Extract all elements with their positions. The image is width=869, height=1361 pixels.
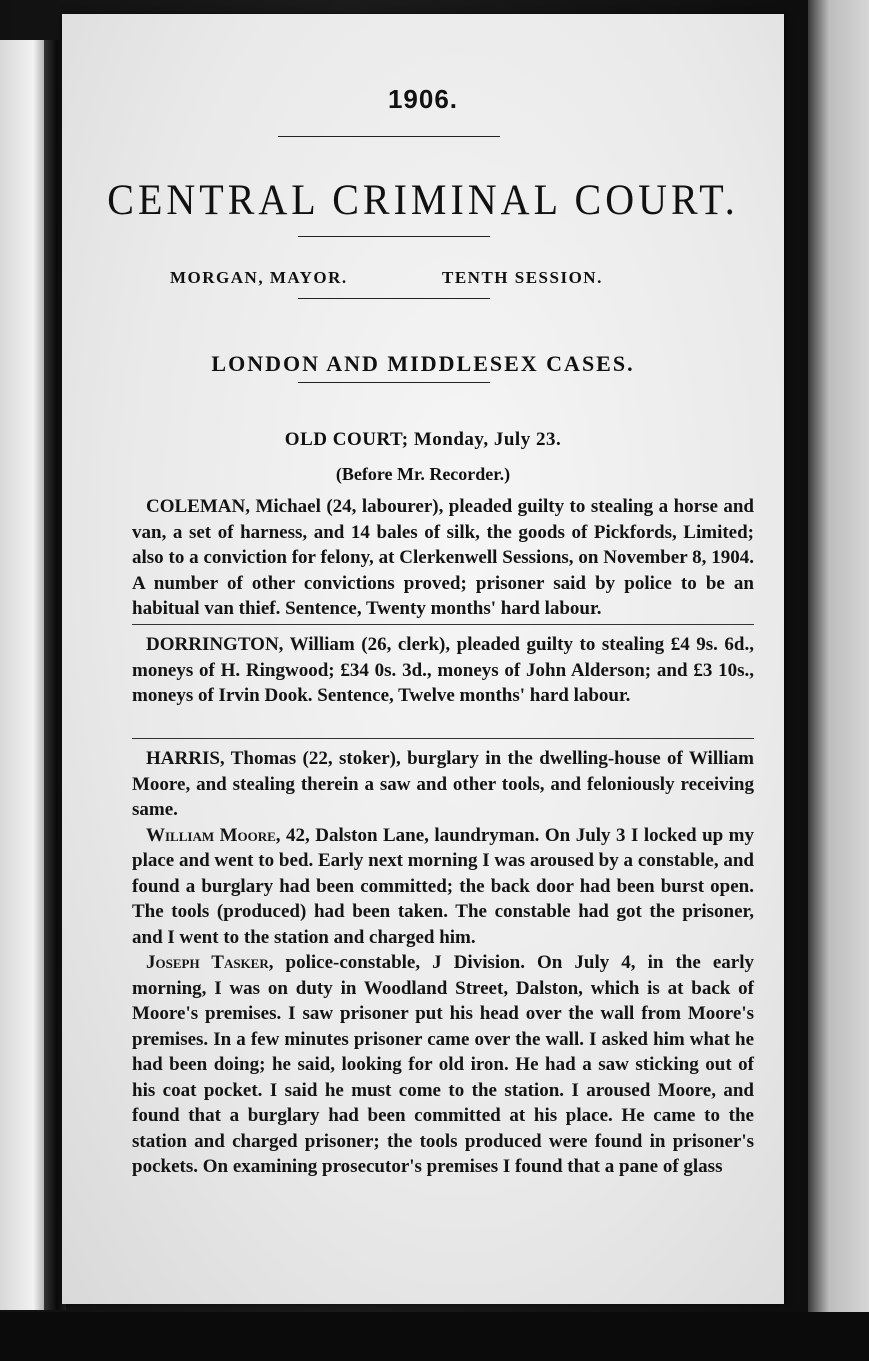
case-separator <box>132 738 754 739</box>
mayor-label: MORGAN, MAYOR. <box>170 268 348 287</box>
case-text: Thomas (22, stoker), burglary in the dwelling-house of William Moore, and stealing therein a saw and other tools, and feloniously receiving same. <box>132 748 754 820</box>
case-text: William (26, clerk), pleaded guilty to stealing £4 9s. 6d., moneys of H. Ringwood; £34 0s. 3d., moneys of John Alderson; and £3 10s., moneys of Irvin Dook. Sentence, Twelve months' hard labour. <box>132 634 754 706</box>
divider-rule <box>298 236 490 237</box>
defendant-name: COLEMAN, <box>146 496 250 517</box>
witness-testimony: 42, Dalston Lane, laundryman. On July 3 I locked up my place and went to bed. Early next morning I was aroused by a constable, and found a burglary had been committed; the back door had been burst open. The tools (produced) had been taken. The constable had got the prisoner, and I went to the station and charged him. <box>132 824 755 948</box>
divider-rule <box>298 382 490 383</box>
facing-page-edge <box>0 40 48 1310</box>
divider-rule <box>278 136 500 137</box>
court-sitting-heading: OLD COURT; Monday, July 23. <box>284 429 562 450</box>
defendant-name: DORRINGTON, <box>146 634 284 655</box>
court-title: CENTRAL CRIMINAL COURT. <box>107 175 739 224</box>
book-edge-right <box>808 0 869 1361</box>
defendant-name: HARRIS, <box>146 748 225 769</box>
case-text: Michael (24, labourer), pleaded guilty to stealing a horse and van, a set of harness, and 14 bales of silk, the goods of Pickfords, Limited; also to a conviction for felony, at Clerkenwell Sessions, on November 8, 1904. A number of other convictions proved; prisoner said by police to be an habitual van thief. Sentence, Twenty months' hard labour. <box>132 496 754 619</box>
case-separator <box>132 624 754 625</box>
case-harris <box>132 746 754 1180</box>
session-label: TENTH SESSION. <box>442 268 603 287</box>
case-coleman <box>132 494 754 622</box>
case-dorrington <box>132 632 754 709</box>
witness-name: Joseph Tasker, <box>146 952 274 973</box>
page-year: 1906. <box>387 84 459 114</box>
divider-rule <box>298 298 490 299</box>
witness-name: William Moore, <box>146 824 281 846</box>
before-judge-line: (Before Mr. Recorder.) <box>335 464 511 484</box>
scan-bottom-edge <box>0 1312 869 1361</box>
document-page <box>62 14 784 1304</box>
cases-heading: LONDON AND MIDDLESEX CASES. <box>211 351 635 376</box>
witness-testimony: police-constable, J Division. On July 4, in the early morning, I was on duty in Woodland Street, Dalston, which is at back of Moore's premises. I saw prisoner put his head over the wall from Moore's premises. In a few minutes prisoner came over the wall. I asked him what he had been doing; he said, looking for old iron. He had a saw sticking out of his coat pocket. I said he must come to the station. I aroused Moore, and found that a burglary had been committed at his place. He came to the station and charged prisoner; the tools produced were found in prisoner's pockets. On examining prosecutor's premises I found that a pane of glass <box>132 952 754 1177</box>
